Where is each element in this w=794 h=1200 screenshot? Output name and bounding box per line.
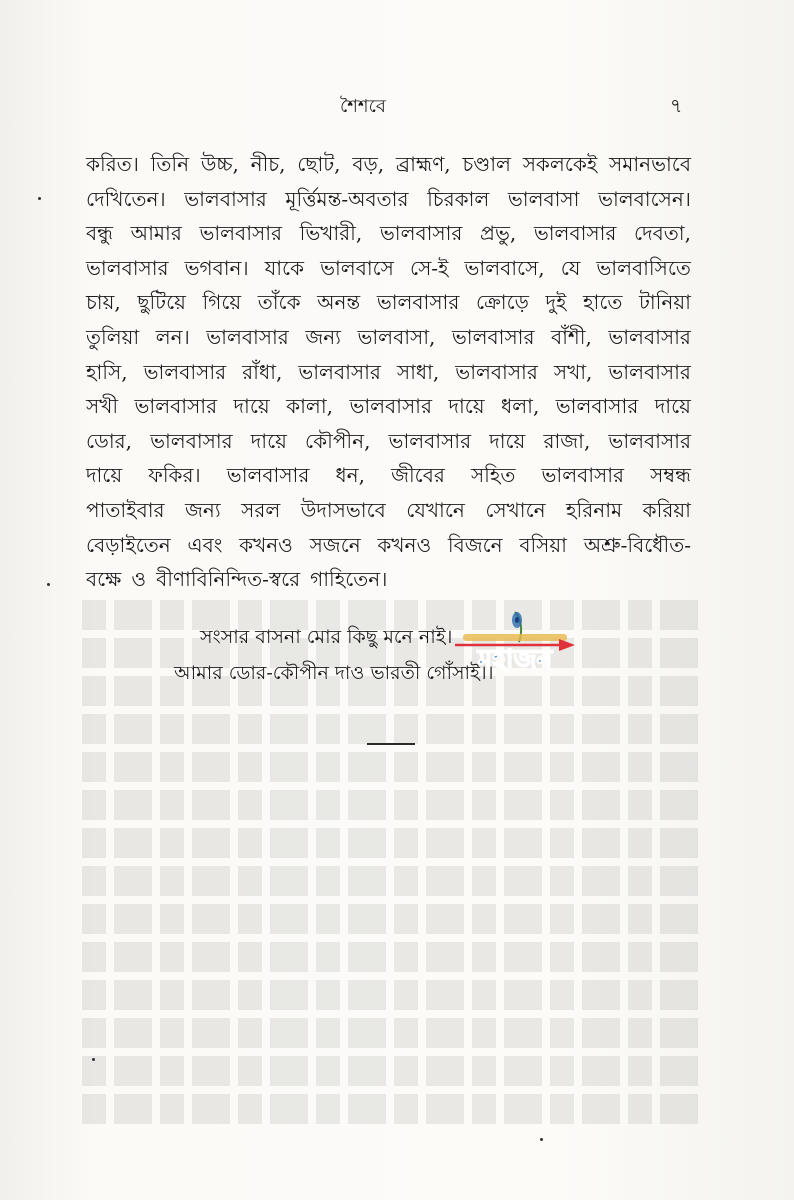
paragraph-word: বড়, (352, 152, 385, 176)
paragraph-word: চিরকাল (427, 186, 490, 211)
paragraph-word: ও (131, 567, 147, 592)
paragraph-word: উচ্চ, (200, 152, 239, 176)
page-number: ৭ (670, 95, 683, 117)
paragraph-word: যাকে (264, 255, 305, 280)
paragraph-word: হাসি, (86, 359, 128, 384)
verse-line-1: সংসার বাসনা মোর কিছু মনে নাই। (200, 626, 453, 648)
paragraph-word: হরিনাম (566, 497, 623, 522)
paragraph-word: করিয়া (642, 497, 691, 522)
paragraph-line (86, 424, 691, 459)
paragraph-word: দায়ে (448, 394, 485, 419)
paragraph-word: উদাসভাবে (300, 497, 386, 522)
paragraph-word: ভালবাসার (379, 221, 463, 246)
paragraph-word: দায়ে (489, 428, 526, 453)
paragraph-line (86, 389, 691, 424)
paragraph-word: ভালবাসেন। (598, 186, 691, 211)
paragraph-word: দেখিতেন। (86, 186, 166, 211)
paragraph-word: কখনও (377, 532, 432, 557)
paragraph-word: সেখানে (485, 497, 546, 522)
paragraph-word: ভালবাসার (199, 221, 283, 246)
paragraph-word: সমানভাবে (609, 152, 691, 176)
paragraph-word: মূর্ত্তিমন্ত-অবতার (285, 186, 409, 211)
paragraph-word: বিজনে (447, 532, 503, 557)
paragraph-word: ভালবাসার (86, 255, 169, 280)
paragraph-word: ভালবাসে (320, 255, 394, 280)
paragraph-word: বীণাবিনিন্দিত-স্বরে (156, 567, 301, 592)
paragraph-word: বক্ষে (86, 567, 122, 592)
paragraph-word: রাঁধা, (242, 359, 283, 384)
paragraph-word: ছোট, (297, 152, 341, 176)
paragraph-word: ফকির। (148, 463, 201, 488)
paragraph-word: ভালবাসার (388, 428, 472, 453)
paragraph-word: ক্রোড়ে (475, 290, 529, 315)
paragraph-word: কৌপীন, (305, 428, 371, 453)
paragraph-word: ভালবাসার (455, 359, 538, 384)
paragraph-word: ভালবাসার (298, 359, 381, 384)
paragraph-word: ভালবাসার (533, 221, 617, 246)
paragraph-word: ভালবাসার (376, 290, 460, 315)
paragraph-word: তিনি (150, 152, 190, 176)
paragraph-line (86, 182, 691, 217)
paragraph-line (86, 355, 691, 390)
paragraph-word: ব্রাহ্মণ, (395, 152, 451, 176)
paragraph-line (86, 493, 691, 528)
paragraph-word: ধন, (335, 463, 365, 488)
paragraph-word: দায়ে (233, 394, 270, 419)
paragraph-line (86, 147, 691, 182)
paragraph-line (86, 562, 691, 597)
print-speck (38, 197, 41, 200)
paragraph-word: ভালবাসার (608, 428, 691, 453)
watermark-text: মহাজন (477, 645, 553, 675)
paragraph-word: সখা, (553, 359, 593, 384)
paragraph-word: পাতাইবার (86, 497, 165, 522)
paragraph-word: সে-ই (409, 255, 449, 280)
paragraph-word: বসিয়া (519, 532, 567, 557)
paragraph-word: ভালবাসার (184, 186, 267, 211)
paragraph-word: অনন্ত (317, 290, 361, 315)
print-speck (540, 1138, 543, 1141)
paragraph-word: হাতে (583, 290, 623, 315)
paragraph-word: বাঁশী, (550, 324, 592, 349)
paragraph-word: যে (560, 255, 581, 280)
paragraph-word: দায়ে (654, 394, 691, 419)
paragraph-word: চণ্ডাল (462, 152, 511, 176)
paragraph-word: এবং (187, 532, 223, 557)
paragraph-word: নীচ, (250, 152, 286, 176)
paragraph-word: অশ্রু-বিধৌত- (583, 532, 691, 557)
paragraph-word: যেখানে (406, 497, 465, 522)
paragraph-word: ভালবাসার (608, 359, 691, 384)
watermark-logo (455, 608, 575, 682)
paragraph-word: ভালবাসে, (464, 255, 545, 280)
paragraph-word: ভালবাসার (349, 394, 432, 419)
paragraph-word: বেড়াইতেন (86, 532, 171, 557)
paragraph-word: জীবের (391, 463, 445, 488)
paragraph-word: ভালবাসিতে (596, 255, 691, 280)
paragraph-word: কালা, (286, 394, 333, 419)
paragraph-word: ভালবাসা, (357, 324, 436, 349)
paragraph-word: সরল (241, 497, 281, 522)
paragraph-word: ভালবাসার (555, 394, 639, 419)
paragraph-word: ভালবাসার (206, 324, 289, 349)
paragraph-line (86, 320, 691, 355)
body-paragraph (86, 147, 691, 597)
paragraph-word: ভিখারী, (299, 221, 363, 246)
paragraph-word: জন্য (185, 497, 221, 522)
paragraph-line (86, 458, 691, 493)
paragraph-word: বন্ধু (86, 221, 113, 246)
paragraph-word: কখনও (239, 532, 293, 557)
paragraph-line (86, 528, 691, 563)
paragraph-word: আমার (130, 221, 182, 246)
paragraph-word: ভালবাসার (134, 394, 218, 419)
paragraph-word: তুলিয়া (86, 324, 140, 349)
paragraph-word: টানিয়া (638, 290, 691, 315)
running-title: শৈশবে (340, 96, 386, 117)
paragraph-word: ভালবাসার (226, 463, 310, 488)
paragraph-word: দুই (545, 290, 567, 315)
paragraph-word: ধলা, (501, 394, 540, 419)
paragraph-word: ভালবাসার (150, 428, 233, 453)
paragraph-line (86, 251, 691, 286)
paragraph-word: প্রভু, (480, 221, 517, 246)
paragraph-word: ভালবাসার (541, 463, 625, 488)
paragraph-word: সকলকেই (522, 152, 598, 176)
paragraph-word: লন। (155, 324, 190, 349)
paragraph-word: করিত। (86, 152, 139, 176)
paragraph-word: ভগবান। (184, 255, 249, 280)
paragraph-word: ভালবাসার (143, 359, 227, 384)
paragraph-word: ভালবাসার (451, 324, 535, 349)
paragraph-word: তাঁকে (257, 290, 301, 315)
paragraph-word: রাজা, (543, 428, 591, 453)
paragraph-word: গাহিতেন। (310, 567, 388, 592)
paragraph-word: ছুটিয়ে (137, 290, 186, 315)
paragraph-word: সখী (86, 394, 119, 419)
paragraph-word: দেবতা, (634, 221, 691, 246)
paragraph-word: গিয়ে (202, 290, 242, 315)
paragraph-word: সম্বন্ধ (650, 463, 691, 488)
print-speck (92, 1058, 95, 1061)
paragraph-word: চায়, (86, 290, 121, 315)
paragraph-word: ডোর, (86, 428, 132, 453)
section-divider (367, 743, 415, 745)
print-speck (47, 583, 50, 586)
verse-line-2: আমার ডোর-কৌপীন দাও ভারতী গোঁসাই।। (174, 662, 494, 684)
paragraph-line (86, 285, 691, 320)
paragraph-word: সহিত (470, 463, 516, 488)
running-head (0, 92, 794, 116)
paragraph-word: দায়ে (86, 463, 123, 488)
paragraph-word: সাধা, (396, 359, 440, 384)
flute-icon (463, 634, 567, 641)
paragraph-word: ভালবাসা (507, 186, 580, 211)
paragraph-word: দায়ে (250, 428, 287, 453)
paragraph-word: সজনে (309, 532, 361, 557)
paragraph-word: ভালবাসার (608, 324, 691, 349)
paragraph-word: জন্য (305, 324, 341, 349)
paragraph-line (86, 216, 691, 251)
